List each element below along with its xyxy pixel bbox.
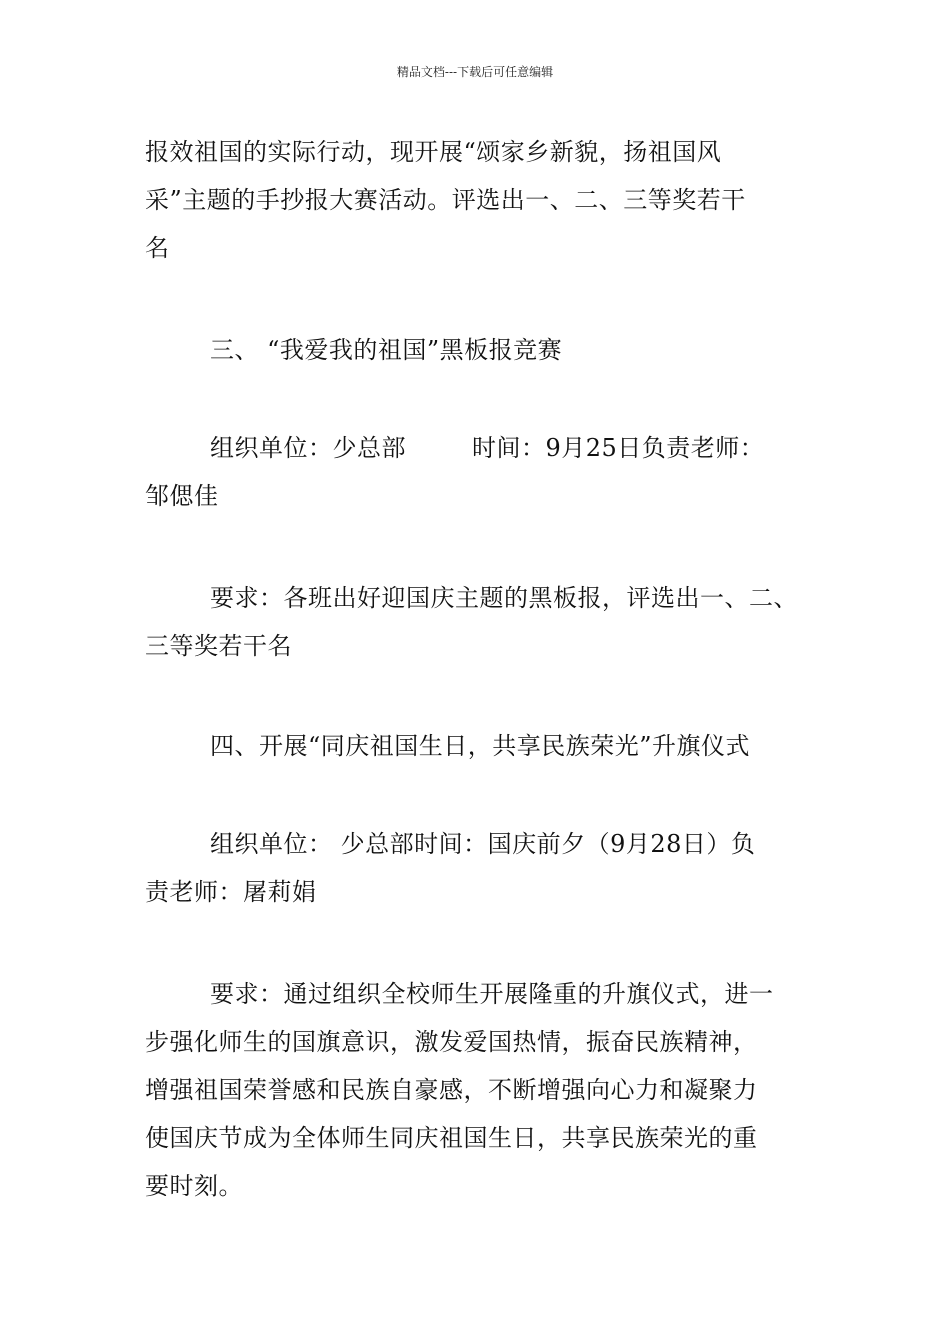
section-3-requirements bbox=[145, 574, 835, 670]
page-header: 精品文档---下载后可任意编辑 bbox=[396, 65, 554, 79]
text-line: 组织单位： 少总部时间：国庆前夕（9月28日）负 bbox=[210, 830, 756, 858]
section-4-organizer bbox=[145, 820, 835, 916]
section-heading-4 bbox=[145, 722, 835, 770]
organizer-line bbox=[145, 424, 835, 472]
organizer-teacher: 邹偲佳 bbox=[145, 482, 219, 510]
heading-text: 四、开展“同庆祖国生日，共享民族荣光”升旗仪式 bbox=[210, 732, 751, 760]
text-line: 名 bbox=[145, 234, 170, 262]
text-line: 步强化师生的国旗意识，激发爱国热情，振奋民族精神， bbox=[145, 1028, 758, 1056]
organizer-time: 时间：9月25日负责老师： bbox=[472, 434, 765, 462]
organizer-unit: 组织单位：少总部 bbox=[210, 434, 406, 462]
heading-text: 三、 “我爱我的祖国”黑板报竞赛 bbox=[210, 336, 563, 364]
text-line: 使国庆节成为全体师生同庆祖国生日，共享民族荣光的重 bbox=[145, 1124, 758, 1152]
text-line: 要时刻。 bbox=[145, 1172, 243, 1200]
text-line: 增强祖国荣誉感和民族自豪感，不断增强向心力和凝聚力 bbox=[145, 1076, 758, 1104]
text-line: 要求：各班出好迎国庆主题的黑板报，评选出一、二、 bbox=[210, 584, 798, 612]
text-line: 要求：通过组织全校师生开展隆重的升旗仪式，进一 bbox=[210, 980, 774, 1008]
paragraph-continuation bbox=[145, 128, 835, 272]
section-heading-3 bbox=[145, 326, 835, 374]
text-line: 责老师：屠莉娟 bbox=[145, 878, 317, 906]
text-line: 采”主题的手抄报大赛活动。评选出一、二、三等奖若干 bbox=[145, 186, 746, 214]
text-line: 报效祖国的实际行动，现开展“颂家乡新貌，扬祖国风 bbox=[145, 138, 722, 166]
section-3-organizer bbox=[145, 424, 835, 520]
text-line: 三等奖若干名 bbox=[145, 632, 292, 660]
section-4-requirements bbox=[145, 970, 835, 1210]
